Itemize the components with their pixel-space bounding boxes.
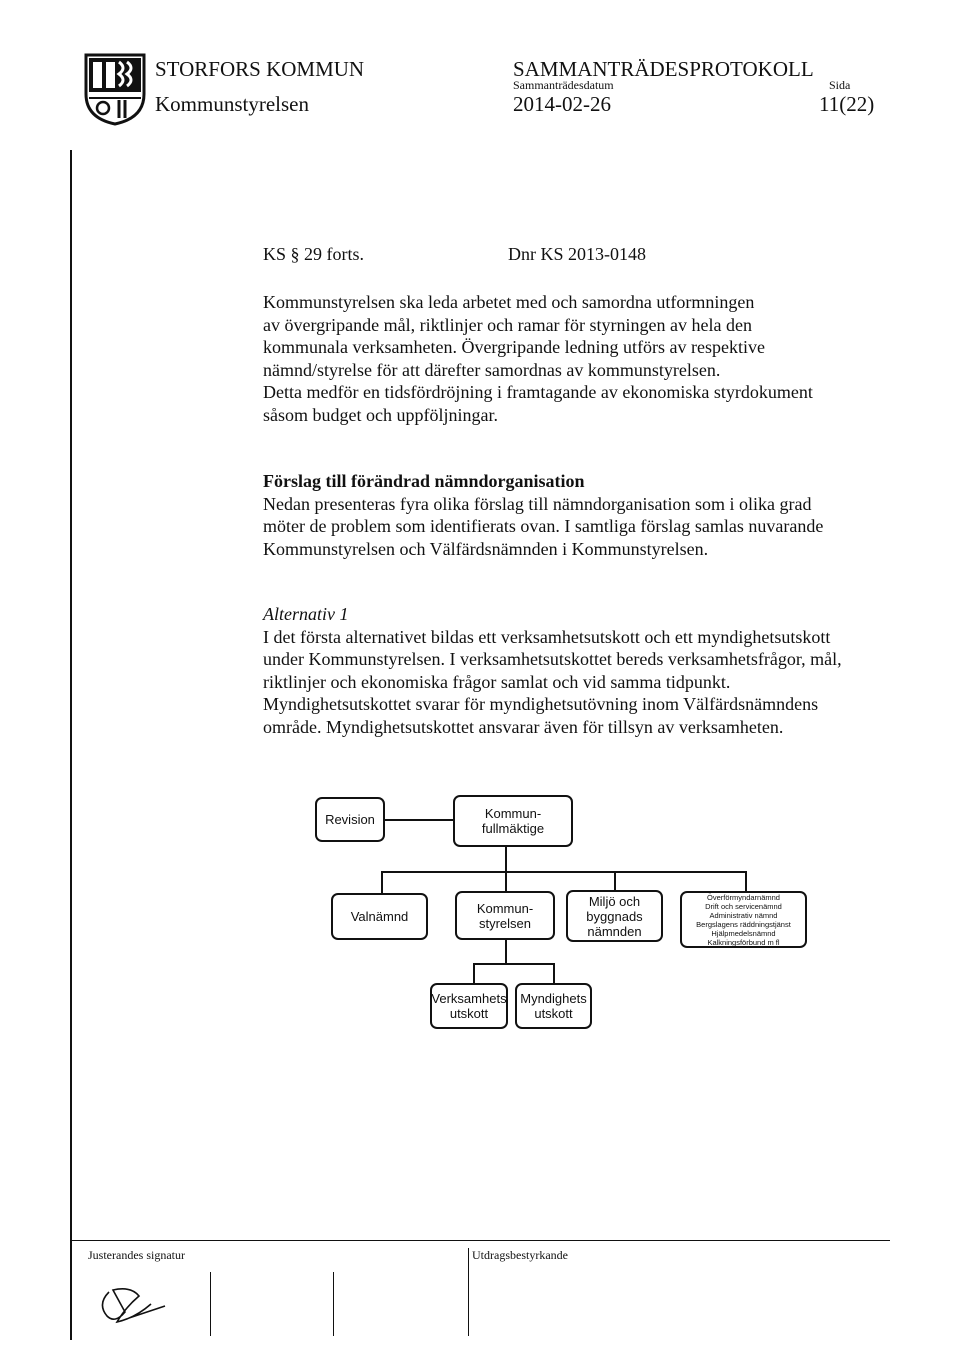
- text-line: riktlinjer och ekonomiska frågor samlat och vid samma tidpunkt.: [263, 671, 731, 692]
- signature-divider: [468, 1248, 469, 1336]
- org-box-valnamnd: [331, 893, 428, 940]
- connector-line: [381, 871, 383, 895]
- date-label: Sammanträdesdatum: [513, 78, 614, 92]
- connector-line: [381, 871, 745, 873]
- footer-rule: [70, 1240, 890, 1241]
- left-margin-rule: [70, 150, 72, 1340]
- extract-label: Utdragsbestyrkande: [472, 1248, 568, 1262]
- org-box-revision: [315, 797, 385, 842]
- connector-line: [505, 871, 507, 893]
- coat-of-arms-logo: [83, 52, 147, 126]
- org-box-label: Valnämnd: [350, 909, 409, 924]
- org-box-myndighetsutskott: [515, 983, 592, 1029]
- text-line: Kommunstyrelsen ska leda arbetet med och samordna utformningen: [263, 292, 755, 312]
- municipality-name: STORFORS KOMMUN: [155, 57, 365, 81]
- org-box-label: Revision: [325, 812, 375, 827]
- org-box-label: byggnads: [586, 908, 643, 924]
- org-box-label: Verksamhets: [431, 991, 507, 1006]
- page-label: Sida: [829, 78, 851, 92]
- org-box-fullmaktige: [453, 795, 573, 847]
- org-box-label: utskott: [449, 1006, 489, 1021]
- connector-line: [614, 871, 616, 892]
- text-line: under Kommunstyrelsen. I verksamhetsutskottet bereds verksamhetsfrågor, mål,: [263, 649, 842, 669]
- org-box-other-boards: [680, 891, 807, 948]
- org-box-label: Kalkningsförbund m fl: [707, 937, 780, 947]
- text-line: av övergripande mål, riktlinjer och ramar för styrningen av hela den: [263, 314, 752, 335]
- org-box-label: Administrativ nämnd: [709, 910, 778, 920]
- text-line: Kommunstyrelsen och Välfärdsnämnden i Kommunstyrelsen.: [263, 538, 709, 559]
- text-line: I det första alternativet bildas ett verksamhetsutskott och ett myndighetsutskott: [263, 626, 831, 647]
- body-name: Kommunstyrelsen: [155, 92, 309, 116]
- org-box-label: Överförmyndarnämnd: [707, 892, 780, 902]
- diary-number: Dnr KS 2013-0148: [508, 244, 646, 264]
- text-line: såsom budget och uppföljningar.: [263, 404, 498, 425]
- text-line: nämnd/styrelse för att därefter samordnas av kommunstyrelsen.: [263, 359, 721, 380]
- meeting-date: 2014-02-26: [513, 92, 611, 116]
- org-box-label: Drift och servicenämnd: [705, 901, 782, 911]
- org-box-miljo-bygg: [566, 890, 663, 942]
- connector-line: [473, 963, 475, 985]
- org-box-verksamhetsutskott: [430, 983, 508, 1029]
- org-box-label: Kommun-: [484, 806, 542, 821]
- page-number: 11(22): [819, 92, 875, 116]
- connector-line: [473, 963, 553, 965]
- text-line: område. Myndighetsutskottet ansvarar även för tillsyn av verksamheten.: [263, 716, 784, 737]
- org-box-label: Miljö och: [588, 893, 641, 909]
- section-reference: KS § 29 forts.: [263, 244, 365, 264]
- connector-line: [553, 963, 555, 985]
- signature-divider: [333, 1272, 334, 1336]
- text-line: Nedan presenteras fyra olika förslag till nämndorganisation som i olika grad: [263, 493, 812, 514]
- proposal-section: [263, 470, 903, 560]
- org-box-label: Myndighets: [520, 991, 587, 1006]
- org-box-label: nämnden: [587, 923, 642, 939]
- org-box-label: styrelsen: [478, 915, 532, 931]
- connector-line: [505, 846, 507, 872]
- handwritten-signature: [95, 1278, 175, 1334]
- section-heading: Alternativ 1: [263, 604, 349, 624]
- connector-line: [745, 871, 747, 893]
- org-box-label: Hjälpmedelsnämnd: [711, 928, 776, 938]
- alternative-section: [263, 603, 903, 738]
- document-type: SAMMANTRÄDESPROTOKOLL: [513, 57, 814, 81]
- text-line: Detta medför en tidsfördröjning i framtagande av ekonomiska styrdokument: [263, 382, 813, 402]
- signature-divider: [210, 1272, 211, 1336]
- section-heading: Förslag till förändrad nämndorganisation: [263, 471, 585, 491]
- org-box-label: Bergslagens räddningstjänst: [696, 919, 791, 929]
- text-line: möter de problem som identifierats ovan. I samtliga förslag samlas nuvarande: [263, 516, 824, 536]
- text-line: Myndighetsutskottet svarar för myndighetsutövning inom Välfärdsnämndens: [263, 694, 819, 714]
- org-box-kommunstyrelsen: [455, 891, 555, 940]
- org-box-label: fullmäktige: [481, 821, 545, 836]
- connector-line: [505, 939, 507, 964]
- connector-line: [383, 819, 455, 821]
- signature-label: Justerandes signatur: [88, 1248, 185, 1262]
- org-box-label: utskott: [534, 1006, 573, 1021]
- text-line: kommunala verksamheten. Övergripande ledning utförs av respektive: [263, 337, 766, 357]
- org-box-label: Kommun-: [476, 900, 534, 916]
- intro-paragraph: [263, 291, 903, 426]
